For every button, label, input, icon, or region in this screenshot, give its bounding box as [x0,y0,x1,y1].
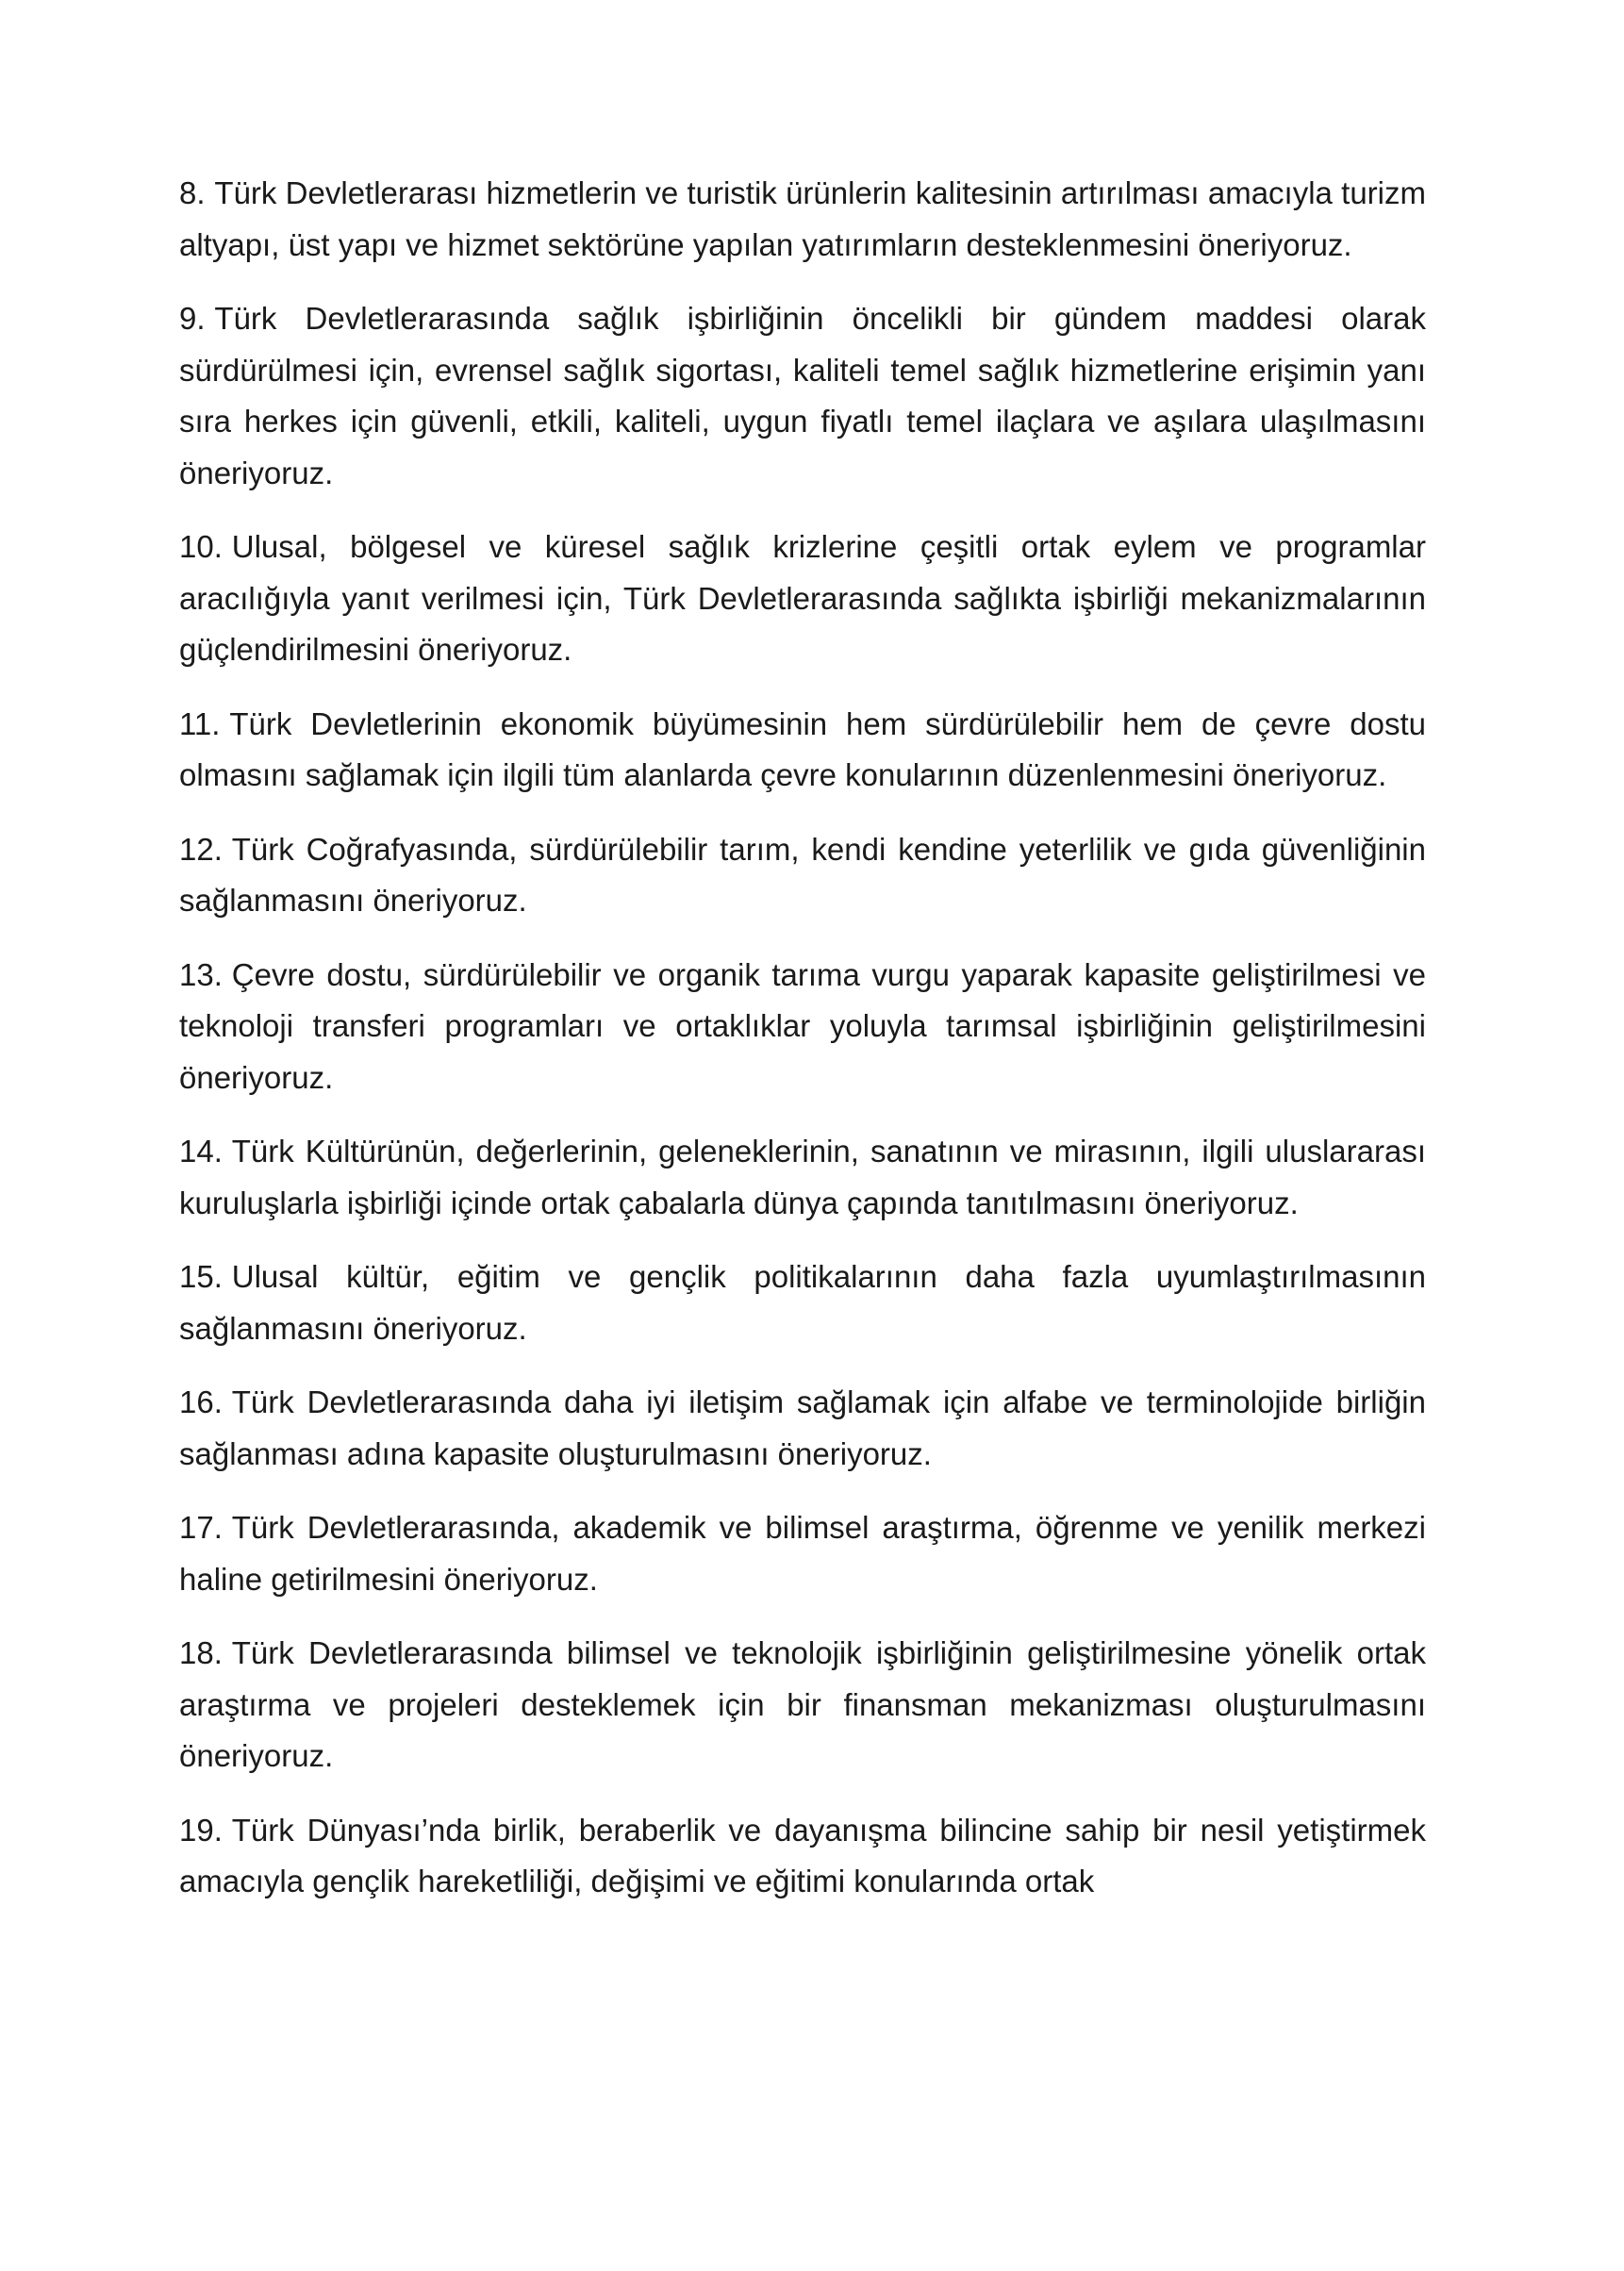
recommendation-item [179,522,1426,676]
recommendation-item [179,1377,1426,1480]
item-number: 17. [179,1510,223,1545]
item-text: Ulusal, bölgesel ve küresel sağlık krizlerine çeşitli ortak eylem ve programlar aracılığıyla yanıt verilmesi için, Türk Devletlerarasında sağlıkta işbirliği mekanizmalarının güçlendirilmesini öneriyoruz. [179,529,1426,667]
item-text: Türk Devletlerarasında bilimsel ve teknolojik işbirliğinin geliştirilmesine yönelik ortak araştırma ve projeleri desteklemek için bir finansman mekanizması oluşturulmasını öneriyoruz. [179,1635,1426,1773]
item-number: 12. [179,831,223,867]
item-number: 13. [179,956,223,992]
item-number: 16. [179,1384,223,1419]
recommendation-item [179,1502,1426,1605]
item-number: 18. [179,1635,223,1670]
item-text: Türk Devletlerarasında daha iyi iletişim sağlamak için alfabe ve terminolojide birliğin sağlanması adına kapasite oluşturulmasını öneriyoruz. [179,1384,1426,1471]
recommendation-item [179,1805,1426,1908]
recommendation-item [179,950,1426,1104]
recommendation-item [179,699,1426,802]
item-text: Türk Devletlerarası hizmetlerin ve turistik ürünlerin kalitesinin artırılması amacıyla turizm altyapı, üst yapı ve hizmet sektörüne yapılan yatırımların desteklenmesini öneriyoruz. [179,175,1426,262]
item-text: Çevre dostu, sürdürülebilir ve organik tarıma vurgu yaparak kapasite geliştirilmesi ve teknoloji transferi programları ve ortaklıklar yoluyla tarımsal işbirliğinin geliştirilmesini öneriyoruz. [179,956,1426,1095]
recommendation-item [179,168,1426,271]
item-number: 11. [179,705,221,741]
item-text: Türk Devletlerarasında, akademik ve bilimsel araştırma, öğrenme ve yenilik merkezi haline getirilmesini öneriyoruz. [179,1510,1426,1597]
item-text: Türk Kültürünün, değerlerinin, geleneklerinin, sanatının ve mirasının, ilgili uluslararası kuruluşlarla işbirliği içinde ortak çabalarla dünya çapında tanıtılmasını öneriyoruz. [179,1134,1426,1220]
item-text: Türk Dünyası’nda birlik, beraberlik ve dayanışma bilincine sahip bir nesil yetiştirmek amacıyla gençlik hareketliliği, değişimi ve eğitimi konularında ortak [179,1812,1426,1898]
recommendation-item [179,293,1426,499]
item-text: Türk Devletlerinin ekonomik büyümesinin hem sürdürülebilir hem de çevre dostu olmasını sağlamak için ilgili tüm alanlarda çevre konularının düzenlenmesini öneriyoruz. [179,705,1426,792]
item-number: 10. [179,529,223,564]
recommendation-item [179,1252,1426,1354]
item-text: Ulusal kültür, eğitim ve gençlik politikalarının daha fazla uyumlaştırılmasının sağlanmasını öneriyoruz. [179,1259,1426,1346]
recommendation-item [179,1126,1426,1229]
item-number: 9. [179,301,206,336]
item-number: 8. [179,175,206,210]
recommendations-list [179,168,1426,1931]
recommendation-item [179,1628,1426,1782]
item-number: 19. [179,1812,223,1848]
item-text: Türk Devletlerarasında sağlık işbirliğinin öncelikli bir gündem maddesi olarak sürdürülmesi için, evrensel sağlık sigortası, kaliteli temel sağlık hizmetlerine erişimin yanı sıra herkes için güvenli, etkili, kaliteli, uygun fiyatlı temel ilaçlara ve aşılara ulaşılmasını öneriyoruz. [179,301,1426,490]
item-number: 15. [179,1259,223,1294]
item-number: 14. [179,1134,223,1169]
recommendation-item [179,824,1426,927]
item-text: Türk Coğrafyasında, sürdürülebilir tarım, kendi kendine yeterlilik ve gıda güvenliğinin sağlanmasını öneriyoruz. [179,831,1426,918]
